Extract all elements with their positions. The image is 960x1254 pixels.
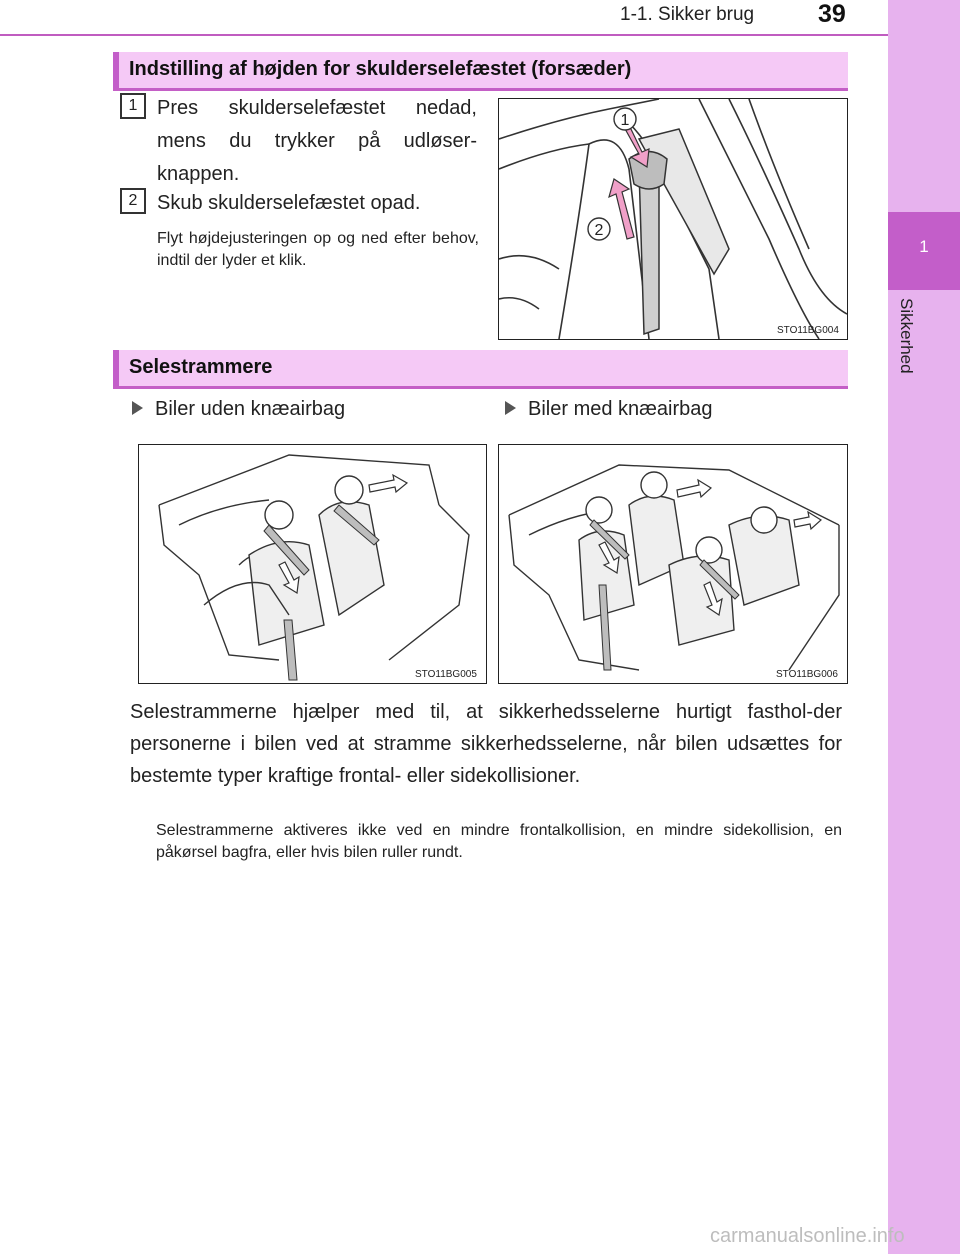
- header-rule: [0, 34, 888, 36]
- chapter-tab-strip: [888, 0, 960, 1254]
- illustration-car-interior-front: [139, 445, 486, 683]
- triangle-bullet-icon: [505, 401, 516, 415]
- pretensioner-description: Selestrammerne hjælper med til, at sikkerhedsselerne hurtigt fasthol-der personerne i bilen ved at stramme sikkerhedsselerne, når bilen udsættes for bestemte typer kraftige frontal- eller sidekollisioner.: [130, 701, 842, 787]
- pretensioner-note: Selestrammerne aktiveres ikke ved en mindre frontalkollision, en mindre sidekollision, en påkørsel bagfra, eller hvis bilen ruller rundt.: [156, 822, 842, 861]
- figure-pretensioner-no-knee-airbag: [138, 444, 487, 684]
- triangle-bullet-icon: [132, 401, 143, 415]
- figure-code: STO11BG006: [776, 669, 838, 680]
- bullet-with-knee-airbag: Biler med knæairbag: [505, 398, 713, 421]
- watermark: carmanualsonline.info: [710, 1225, 905, 1247]
- title-bar-accent: [113, 52, 119, 88]
- running-header-section: 1-1. Sikker brug: [620, 4, 755, 25]
- illustration-shoulder-anchor: [499, 99, 847, 339]
- illustration-car-interior-full: [499, 445, 847, 683]
- callout-1: 1: [620, 112, 630, 129]
- figure-code: STO11BG004: [777, 325, 839, 336]
- chapter-tab-number: 1: [919, 237, 929, 256]
- step-text-1: Pres skulderselefæstet nedad, mens du trykker på udløser-knappen.: [157, 97, 477, 185]
- callout-2: 2: [594, 222, 604, 239]
- step-badge-2: 2: [120, 188, 146, 214]
- figure-shoulder-anchor: [498, 98, 848, 340]
- figure-pretensioner-with-knee-airbag: [498, 444, 848, 684]
- title-bar-accent: [113, 350, 119, 386]
- step-text-2: Skub skulderselefæstet opad.: [157, 192, 421, 214]
- section-title-bar-pretensioners: [113, 350, 848, 389]
- section-title-bar-shoulder-anchor: [113, 52, 848, 91]
- page-number: 39: [818, 0, 846, 28]
- step-badge-1: 1: [120, 93, 146, 119]
- chapter-tab-label: Sikkerhed: [897, 298, 916, 374]
- figure-code: STO11BG005: [415, 669, 477, 680]
- section-title: Selestrammere: [129, 356, 273, 378]
- step-note: Flyt højdejusteringen op og ned efter behov, indtil der lyder et klik.: [157, 230, 479, 269]
- bullet-without-knee-airbag: Biler uden knæairbag: [132, 398, 345, 421]
- section-title: Indstilling af højden for skulderselefæstet (forsæder): [129, 58, 632, 80]
